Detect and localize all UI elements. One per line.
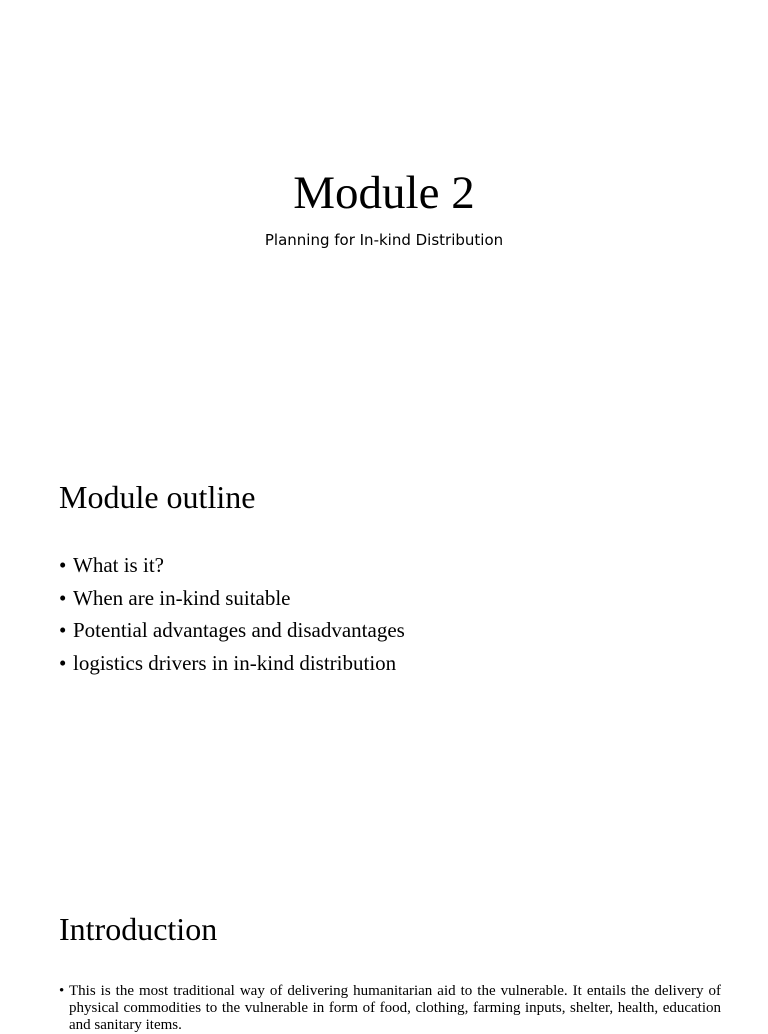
module-subtitle: Planning for In-kind Distribution	[264, 231, 504, 249]
bullet-icon: •	[59, 650, 67, 675]
bullet-icon: •	[59, 585, 67, 610]
list-item	[59, 582, 405, 615]
title-slide	[0, 0, 768, 432]
outline-slide	[0, 432, 768, 864]
list-item	[59, 549, 405, 582]
list-item	[59, 614, 405, 647]
introduction-paragraph	[59, 983, 721, 1034]
introduction-text: This is the most traditional way of delivering humanitarian aid to the vulnerable. It entails the delivery of physical commodities to the vulnerable in form of food, clothing, farming inputs, shelter, health, education and sanitary items.	[69, 983, 721, 1033]
list-item-text: What is it?	[73, 553, 164, 577]
introduction-heading: Introduction	[59, 911, 218, 947]
list-item	[59, 647, 405, 680]
introduction-slide	[0, 864, 768, 1033]
bullet-icon: •	[59, 618, 67, 642]
bullet-icon: •	[59, 983, 65, 999]
bullet-icon: •	[59, 553, 67, 577]
module-title: Module 2	[293, 167, 475, 219]
outline-list	[59, 549, 405, 679]
list-item-text: Potential advantages and disadvantages	[73, 618, 405, 642]
list-item-text: When are in-kind suitable	[73, 585, 291, 610]
list-item-text: logistics drivers in in-kind distribution	[73, 650, 397, 675]
outline-heading: Module outline	[59, 479, 256, 515]
